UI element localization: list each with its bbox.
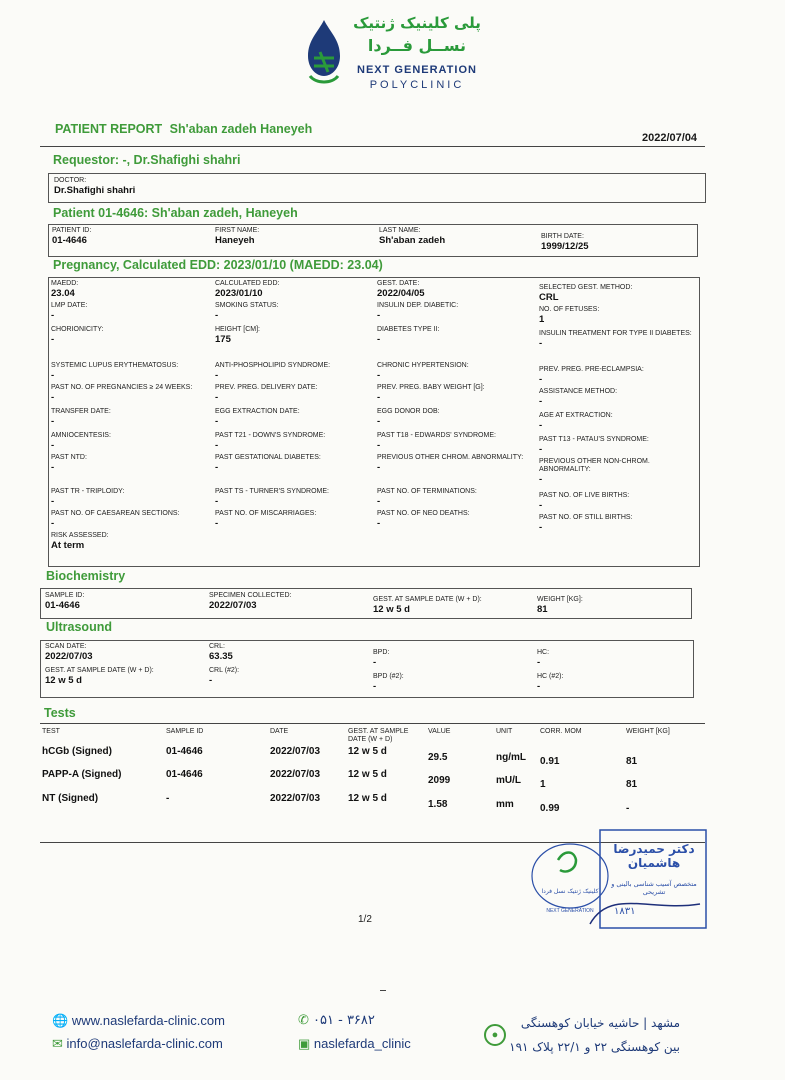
pregnancy-field — [215, 432, 373, 451]
globe-icon: 🌐 — [52, 1013, 69, 1028]
tests-cell: 0.91 — [540, 756, 560, 767]
tests-column-header: DATE — [270, 728, 289, 735]
ultrasound-field-label: HC: — [537, 649, 550, 656]
pregnancy-field-label: PAST T18 - EDWARDS' SYNDROME: — [377, 432, 496, 439]
stamp-clinic-fa: کلینیک ژنتیک نسل فردا — [541, 888, 599, 895]
pregnancy-field-value: - — [51, 310, 55, 321]
pregnancy-field-label: PAST NO. OF MISCARRIAGES: — [215, 510, 317, 517]
biochemistry-field-value: 2022/07/03 — [209, 600, 257, 611]
biochemistry-field-label: WEIGHT [KG]: — [537, 596, 583, 603]
pregnancy-field — [51, 532, 209, 551]
pregnancy-field-value: - — [539, 396, 543, 407]
pregnancy-field — [51, 510, 209, 529]
pregnancy-field-value: 23.04 — [51, 288, 75, 299]
patient-field — [379, 227, 445, 246]
pregnancy-field-label: PAST GESTATIONAL DIABETES: — [215, 454, 321, 461]
biochemistry-field — [373, 596, 482, 615]
biochemistry-field-value: 01-4646 — [45, 600, 80, 611]
patient-field-label: BIRTH DATE: — [541, 233, 584, 240]
pregnancy-heading: Pregnancy, Calculated EDD: 2023/01/10 (MAEDD: 23.04) — [53, 258, 383, 272]
tests-cell: 29.5 — [428, 752, 448, 763]
ultrasound-field — [45, 643, 93, 662]
pregnancy-field — [51, 302, 209, 321]
pregnancy-field-value: - — [215, 496, 219, 507]
pregnancy-field-label: PREV. PREG. BABY WEIGHT [G]: — [377, 384, 485, 391]
pregnancy-field-value: - — [51, 334, 55, 345]
pregnancy-field-label: MAEDD: — [51, 280, 79, 287]
patient-field-value: Haneyeh — [215, 235, 255, 246]
pregnancy-field — [539, 492, 697, 511]
pregnancy-field-label: PAST NO. OF PREGNANCIES ≥ 24 WEEKS: — [51, 384, 193, 391]
pregnancy-field — [51, 432, 209, 451]
tests-column-header: GEST. AT SAMPLE DATE (W + D) — [348, 728, 409, 743]
logo-line3-en: NEXT GENERATION — [357, 64, 477, 76]
pregnancy-field-value: - — [377, 370, 381, 381]
pregnancy-field — [215, 454, 373, 473]
footer-email — [52, 1036, 223, 1052]
location-icon: ● — [484, 1024, 506, 1046]
patient-field — [52, 227, 91, 246]
mail-icon: ✉ — [52, 1036, 63, 1051]
patient-box — [48, 224, 698, 257]
pregnancy-field — [539, 514, 697, 533]
tests-cell: 81 — [626, 779, 638, 790]
doctor-stamp — [530, 826, 710, 932]
pregnancy-field-value: - — [539, 444, 543, 455]
pregnancy-field-label: PAST TR - TRIPLOIDY: — [51, 488, 125, 495]
pregnancy-field — [539, 436, 697, 455]
biochemistry-field-label: SPECIMEN COLLECTED: — [209, 592, 292, 599]
tests-cell: 81 — [626, 756, 638, 767]
pregnancy-field-value: - — [539, 374, 543, 385]
pregnancy-field-value: - — [377, 440, 381, 451]
pregnancy-field-value: 2022/04/05 — [377, 288, 425, 299]
pregnancy-field-value: - — [215, 392, 219, 403]
pregnancy-field-label: PAST NO. OF STILL BIRTHS: — [539, 514, 633, 521]
ultrasound-field — [373, 673, 404, 692]
tests-cell: 2022/07/03 — [270, 746, 321, 757]
stamp-doctor-name: دکتر حمیدرضا هاشمیان — [613, 842, 695, 870]
tests-cell: 0.99 — [540, 803, 560, 814]
report-date: 2022/07/04 — [642, 132, 698, 144]
pregnancy-field — [51, 488, 209, 507]
tests-column-header: SAMPLE ID — [166, 728, 204, 735]
pregnancy-field-value: - — [51, 518, 55, 529]
tests-cell: mm — [496, 799, 514, 810]
pregnancy-field — [215, 362, 373, 381]
doctor-value: Dr.Shafighi shahri — [54, 185, 136, 196]
tests-cell: 01-4646 — [166, 746, 203, 757]
stamp-clinic-en: NEXT GENERATION — [546, 908, 594, 914]
tests-column-header: UNIT — [496, 728, 513, 735]
pregnancy-field-label: SYSTEMIC LUPUS ERYTHEMATOSUS: — [51, 362, 179, 369]
pregnancy-field-value: 175 — [215, 334, 231, 345]
pregnancy-field — [215, 510, 373, 529]
pregnancy-field-label: INSULIN DEP. DIABETIC: — [377, 302, 459, 309]
email-text[interactable]: info@naslefarda-clinic.com — [66, 1036, 223, 1051]
pregnancy-field — [539, 388, 697, 407]
patient-field-value: 1999/12/25 — [541, 241, 589, 252]
patient-heading: Patient 01-4646: Sh'aban zadeh, Haneyeh — [53, 206, 298, 220]
pregnancy-field-value: - — [377, 392, 381, 403]
pregnancy-field-label: PAST T13 - PATAU'S SYNDROME: — [539, 436, 649, 443]
instagram-icon: ▣ — [298, 1036, 311, 1051]
ultrasound-field-value: - — [373, 657, 377, 668]
patient-field-label: PATIENT ID: — [52, 227, 92, 234]
pregnancy-field-value: - — [215, 310, 219, 321]
ultrasound-field-label: GEST. AT SAMPLE DATE (W + D): — [45, 667, 154, 674]
ultrasound-field-value: 63.35 — [209, 651, 233, 662]
ultrasound-field-value: - — [209, 675, 213, 686]
pregnancy-field-label: LMP DATE: — [51, 302, 88, 309]
pregnancy-field — [539, 366, 697, 385]
pregnancy-field-label: PAST NO. OF CAESAREAN SECTIONS: — [51, 510, 180, 517]
tests-cell: 2022/07/03 — [270, 769, 321, 780]
footer-address-1: مشهد | حاشیه خیابان کوهسنگی — [520, 1016, 680, 1030]
biochemistry-field — [537, 596, 583, 615]
pregnancy-field-label: PREV. PREG. PRE-ECLAMPSIA: — [539, 366, 644, 373]
pregnancy-field-value: - — [377, 518, 381, 529]
footer-instagram — [298, 1036, 411, 1052]
patient-field — [541, 233, 589, 252]
pregnancy-field-label: SMOKING STATUS: — [215, 302, 279, 309]
pregnancy-field-value: - — [539, 420, 543, 431]
pregnancy-field — [51, 384, 209, 403]
logo-line2-fa: نســل فــردا — [367, 36, 467, 55]
report-title-text: PATIENT REPORT — [55, 122, 163, 136]
pregnancy-field-label: RISK ASSESSED: — [51, 532, 109, 539]
tests-cell: PAPP-A (Signed) — [42, 769, 122, 780]
pregnancy-field-label: PAST NTD: — [51, 454, 87, 461]
ultrasound-field — [537, 649, 549, 668]
ultrasound-field-value: - — [373, 681, 377, 692]
stamp-doctor-title: متخصص آسیب شناسی بالینی و تشریحی — [611, 880, 697, 896]
pregnancy-field — [377, 488, 535, 507]
pregnancy-field-label: HEIGHT [CM]: — [215, 326, 260, 333]
pregnancy-field — [377, 408, 535, 427]
stamp-number: ۱۸۳۱ — [614, 906, 636, 917]
pregnancy-field — [215, 280, 373, 299]
tests-cell: 12 w 5 d — [348, 746, 387, 757]
pregnancy-field-value: - — [51, 462, 55, 473]
pregnancy-field-label: ASSISTANCE METHOD: — [539, 388, 618, 395]
pregnancy-field-value: - — [215, 440, 219, 451]
biochemistry-box — [40, 588, 692, 619]
header-rule — [40, 146, 705, 147]
pregnancy-field-value: - — [377, 462, 381, 473]
pregnancy-field — [215, 302, 373, 321]
pregnancy-field-label: INSULIN TREATMENT FOR TYPE II DIABETES: — [539, 330, 692, 337]
pregnancy-field-label: GEST. DATE: — [377, 280, 420, 287]
tests-cell: NT (Signed) — [42, 793, 99, 804]
pregnancy-field — [377, 384, 535, 403]
pregnancy-field-label: PAST NO. OF TERMINATIONS: — [377, 488, 477, 495]
tests-column-header: TEST — [42, 728, 60, 735]
logo-line4-en: POLYCLINIC — [369, 79, 465, 91]
phone-icon: ✆ — [298, 1013, 309, 1028]
ultrasound-field-value: 2022/07/03 — [45, 651, 93, 662]
tests-cell: 2022/07/03 — [270, 793, 321, 804]
pregnancy-field-label: PAST TS - TURNER'S SYNDROME: — [215, 488, 330, 495]
biochemistry-field — [209, 592, 291, 611]
pregnancy-field-value: - — [215, 462, 219, 473]
footer-website — [52, 1013, 225, 1029]
pregnancy-field-value: - — [215, 416, 219, 427]
pregnancy-field-label: PAST NO. OF NEO DEATHS: — [377, 510, 470, 517]
pregnancy-field-label: TRANSFER DATE: — [51, 408, 111, 415]
ultrasound-field-label: BPD (#2): — [373, 673, 404, 680]
pregnancy-field-label: CALCULATED EDD: — [215, 280, 280, 287]
pregnancy-field-value: - — [539, 338, 543, 349]
pregnancy-field — [215, 408, 373, 427]
ultrasound-box — [40, 640, 694, 698]
pregnancy-field-label: PAST NO. OF LIVE BIRTHS: — [539, 492, 630, 499]
pregnancy-field-value: - — [51, 392, 55, 403]
ultrasound-field — [209, 643, 233, 662]
patient-field — [215, 227, 259, 246]
footer-rule — [380, 990, 386, 991]
ultrasound-field-value: 12 w 5 d — [45, 675, 82, 686]
pregnancy-field-value: - — [215, 518, 219, 529]
pregnancy-field — [539, 412, 697, 431]
pregnancy-field-value: CRL — [539, 292, 559, 303]
phone-text[interactable]: ۰۵۱ - ۳۶۸۲ — [313, 1013, 375, 1028]
ultrasound-field-label: CRL: — [209, 643, 225, 650]
pregnancy-field-value: - — [377, 334, 381, 345]
ultrasound-field-label: CRL (#2): — [209, 667, 240, 674]
pregnancy-field-value: - — [215, 370, 219, 381]
pregnancy-field — [539, 458, 697, 485]
pregnancy-field — [377, 510, 535, 529]
pregnancy-field-value: - — [51, 496, 55, 507]
ultrasound-field-label: BPD: — [373, 649, 390, 656]
biochemistry-field — [45, 592, 84, 611]
tests-cell: 01-4646 — [166, 769, 203, 780]
pregnancy-field — [539, 330, 697, 349]
tests-cell: hCGb (Signed) — [42, 746, 112, 757]
biochemistry-field-label: SAMPLE ID: — [45, 592, 85, 599]
tests-heading: Tests — [44, 706, 76, 720]
clinic-logo — [300, 14, 490, 98]
tests-cell: - — [626, 803, 630, 814]
pregnancy-field — [539, 284, 697, 303]
logo-line1-fa: پلی کلینیک ژنتیک — [353, 14, 481, 32]
patient-field-value: 01-4646 — [52, 235, 87, 246]
ultrasound-field — [45, 667, 154, 686]
pregnancy-field — [377, 454, 535, 473]
pregnancy-field-value: - — [51, 370, 55, 381]
instagram-text[interactable]: naslefarda_clinic — [313, 1036, 411, 1051]
pregnancy-field-label: CHRONIC HYPERTENSION: — [377, 362, 469, 369]
ultrasound-heading: Ultrasound — [46, 620, 112, 634]
patient-field-label: LAST NAME: — [379, 227, 421, 234]
footer-address-2: بین کوهسنگی ۲۲ و ۲۲/۱ پلاک ۱۹۱ — [509, 1040, 680, 1054]
footer-phone — [298, 1013, 375, 1028]
patient-field-label: FIRST NAME: — [215, 227, 260, 234]
patient-field-value: Sh'aban zadeh — [379, 235, 446, 246]
pregnancy-field-value: - — [377, 416, 381, 427]
biochemistry-field-label: GEST. AT SAMPLE DATE (W + D): — [373, 596, 482, 603]
pregnancy-field — [377, 362, 535, 381]
pregnancy-field-value: - — [539, 522, 543, 533]
pregnancy-box — [48, 277, 700, 567]
pregnancy-field-value: - — [539, 474, 543, 485]
pregnancy-field-label: PREVIOUS OTHER NON-CHROM. ABNORMALITY: — [539, 458, 650, 473]
pregnancy-field-label: DIABETES TYPE II: — [377, 326, 440, 333]
report-patient-name: Sh'aban zadeh Haneyeh — [169, 122, 313, 136]
tests-cell: ng/mL — [496, 752, 526, 763]
pregnancy-field-value: - — [51, 416, 55, 427]
pregnancy-field-value: - — [539, 500, 543, 511]
pregnancy-field — [377, 432, 535, 451]
tests-column-header: CORR. MOM — [540, 728, 582, 735]
pregnancy-field-label: AMNIOCENTESIS: — [51, 432, 111, 439]
pregnancy-field-value: - — [377, 496, 381, 507]
report-title — [55, 122, 312, 136]
tests-column-header: VALUE — [428, 728, 451, 735]
ultrasound-field-value: - — [537, 681, 541, 692]
requestor-box — [48, 173, 706, 203]
tests-cell: 2099 — [428, 775, 451, 786]
tests-cell: - — [166, 793, 170, 804]
pregnancy-field-label: NO. OF FETUSES: — [539, 306, 600, 313]
requestor-heading: Requestor: -, Dr.Shafighi shahri — [53, 153, 241, 167]
ultrasound-field — [209, 667, 239, 686]
tests-cell: mU/L — [496, 775, 521, 786]
clinic-logo-icon — [300, 18, 348, 88]
pregnancy-field — [539, 306, 697, 325]
pregnancy-field-label: EGG EXTRACTION DATE: — [215, 408, 300, 415]
tests-cell: 1.58 — [428, 799, 448, 810]
pregnancy-field-label: AGE AT EXTRACTION: — [539, 412, 613, 419]
ultrasound-field-value: - — [537, 657, 541, 668]
ultrasound-field — [373, 649, 389, 668]
pregnancy-field-label: SELECTED GEST. METHOD: — [539, 284, 633, 291]
pregnancy-field — [51, 362, 209, 381]
page-number: 1/2 — [358, 914, 372, 925]
biochemistry-field-value: 12 w 5 d — [373, 604, 410, 615]
pregnancy-field-label: PAST T21 - DOWN'S SYNDROME: — [215, 432, 326, 439]
pregnancy-field-value: 1 — [539, 314, 545, 325]
pregnancy-field — [215, 326, 373, 345]
tests-cell: 12 w 5 d — [348, 793, 387, 804]
pregnancy-field — [377, 280, 535, 299]
pregnancy-field-value: - — [377, 310, 381, 321]
biochemistry-field-value: 81 — [537, 604, 548, 615]
pregnancy-field-label: CHORIONICITY: — [51, 326, 104, 333]
website-text[interactable]: www.naslefarda-clinic.com — [71, 1013, 225, 1028]
pregnancy-field — [51, 454, 209, 473]
ultrasound-field — [537, 673, 563, 692]
pregnancy-field — [51, 408, 209, 427]
pregnancy-field-value: At term — [51, 540, 85, 551]
pregnancy-field — [215, 384, 373, 403]
tests-table — [40, 724, 705, 824]
pregnancy-field-label: PREV. PREG. DELIVERY DATE: — [215, 384, 318, 391]
ultrasound-field-label: HC (#2): — [537, 673, 564, 680]
pregnancy-field-label: ANTI-PHOSPHOLIPID SYNDROME: — [215, 362, 331, 369]
pregnancy-field-label: PREVIOUS OTHER CHROM. ABNORMALITY: — [377, 454, 524, 461]
biochemistry-heading: Biochemistry — [46, 569, 126, 583]
doctor-label: DOCTOR: — [54, 177, 87, 184]
pregnancy-field — [51, 326, 209, 345]
pregnancy-field — [215, 488, 373, 507]
tests-column-header: WEIGHT [KG] — [626, 728, 670, 735]
pregnancy-field — [377, 326, 535, 345]
pregnancy-field — [51, 280, 209, 299]
pregnancy-field-value: 2023/01/10 — [215, 288, 263, 299]
ultrasound-field-label: SCAN DATE: — [45, 643, 87, 650]
pregnancy-field — [377, 302, 535, 321]
tests-cell: 12 w 5 d — [348, 769, 387, 780]
pregnancy-field-label: EGG DONOR DOB: — [377, 408, 440, 415]
pregnancy-field-value: - — [51, 440, 55, 451]
tests-cell: 1 — [540, 779, 546, 790]
